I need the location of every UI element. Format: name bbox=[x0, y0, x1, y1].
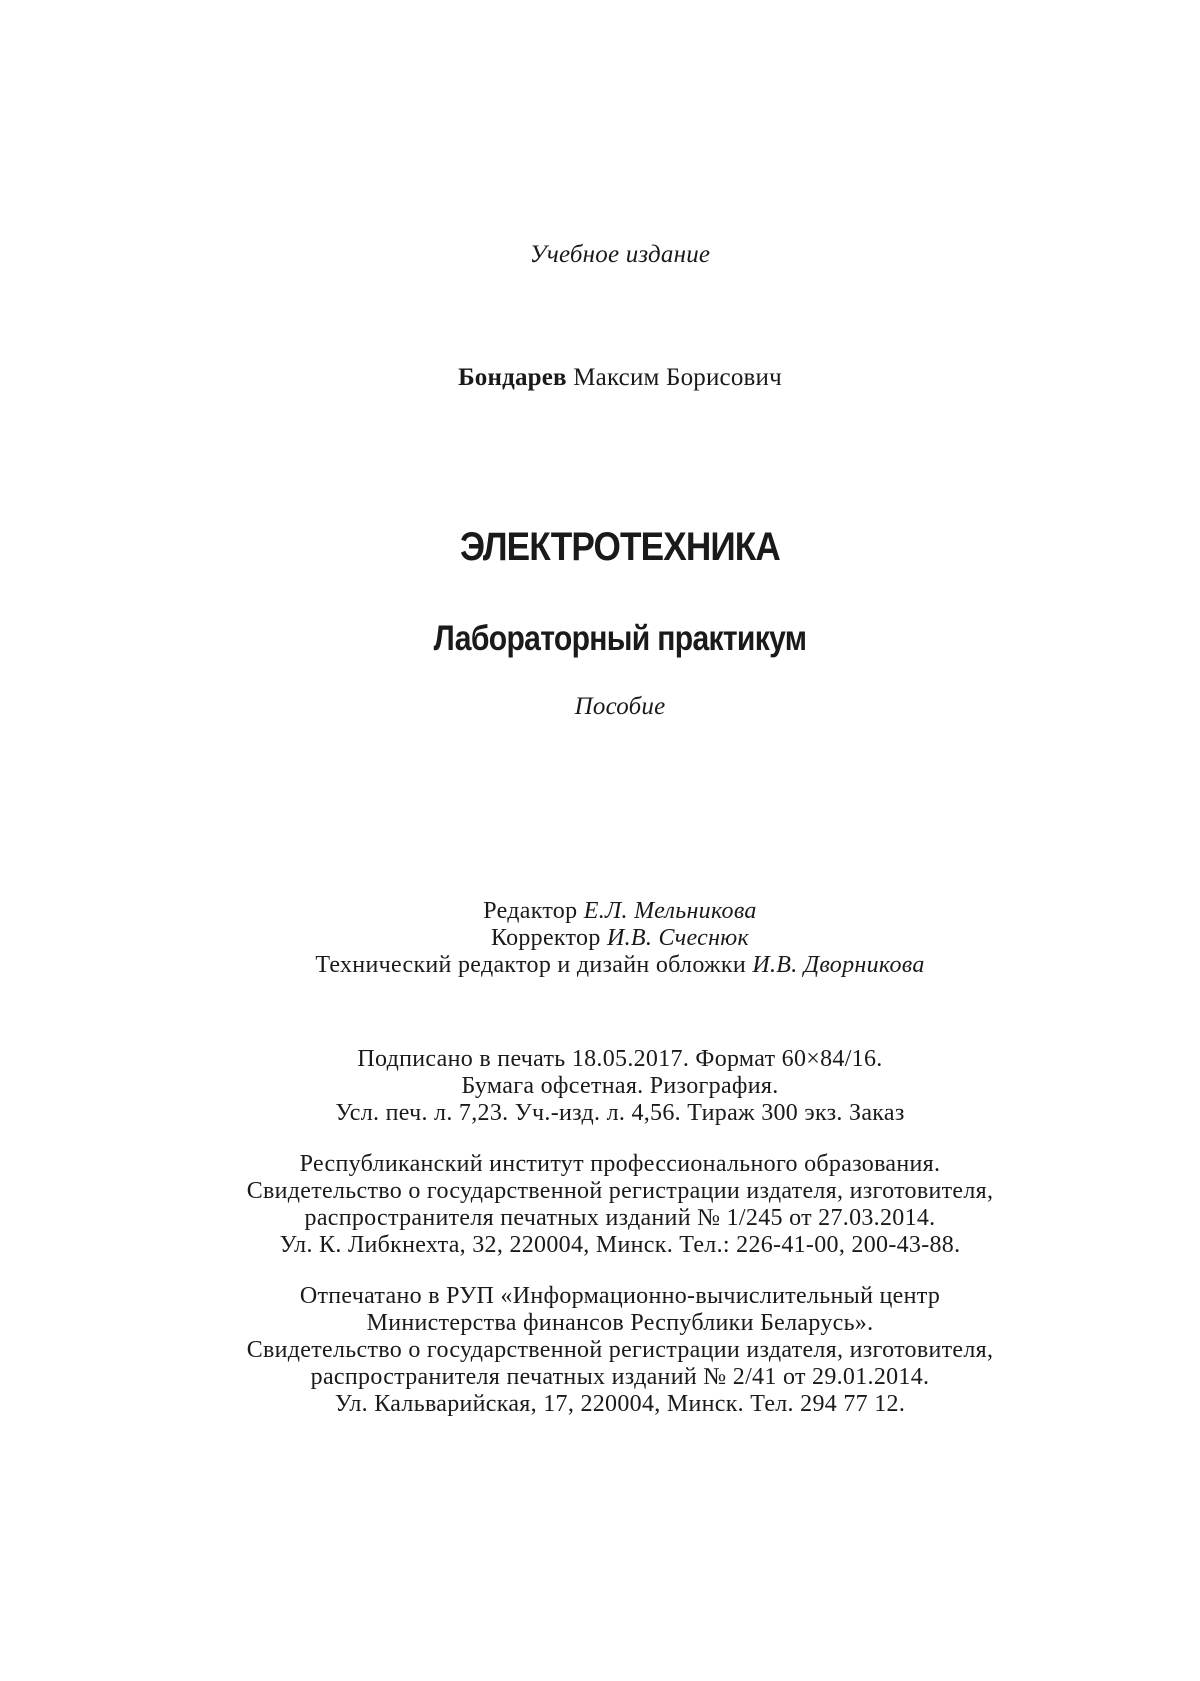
staff-editor bbox=[0, 897, 1200, 925]
printer-line: Свидетельство о государственной регистрации издателя, изготовителя, bbox=[246, 1337, 994, 1363]
staff-corrector bbox=[0, 924, 1200, 952]
printer-line: Ул. Кальварийская, 17, 220004, Минск. Тел. 294 77 12. bbox=[334, 1391, 906, 1417]
book-genre: Пособие bbox=[574, 693, 666, 720]
author-given-names: Максим Борисович bbox=[573, 364, 782, 391]
edition-type: Учебное издание bbox=[529, 241, 711, 268]
printer-line: Министерства финансов Республики Беларусь». bbox=[366, 1310, 874, 1336]
print-info-line: Подписано в печать 18.05.2017. Формат 60×84/16. bbox=[357, 1046, 883, 1072]
publisher-line: Ул. К. Либкнехта, 32, 220004, Минск. Тел.: 226-41-00, 200-43-88. bbox=[279, 1232, 961, 1258]
staff-name: И.В. Счеснюк bbox=[606, 925, 750, 951]
staff-role: Корректор bbox=[490, 925, 601, 951]
staff-name: Е.Л. Мельникова bbox=[583, 898, 757, 924]
staff-name: И.В. Дворникова bbox=[752, 952, 925, 978]
staff-role: Редактор bbox=[483, 898, 578, 924]
author-line bbox=[0, 363, 1200, 393]
publisher-line: Свидетельство о государственной регистрации издателя, изготовителя, bbox=[246, 1178, 994, 1204]
printer-line: распространителя печатных изданий № 2/41 от 29.01.2014. bbox=[310, 1364, 930, 1390]
publisher-line: распространителя печатных изданий № 1/245 от 27.03.2014. bbox=[304, 1205, 936, 1231]
author-surname: Бондарев bbox=[458, 364, 567, 391]
book-title: ЭЛЕКТРОТЕХНИКА bbox=[460, 525, 780, 569]
printer-line: Отпечатано в РУП «Информационно-вычислительный центр bbox=[299, 1283, 941, 1309]
book-subtitle: Лабораторный практикум bbox=[433, 619, 807, 658]
staff-tech-editor bbox=[0, 951, 1200, 979]
print-info-line: Бумага офсетная. Ризография. bbox=[461, 1073, 779, 1099]
staff-role: Технический редактор и дизайн обложки bbox=[315, 952, 747, 978]
print-info-line: Усл. печ. л. 7,23. Уч.-изд. л. 4,56. Тираж 300 экз. Заказ bbox=[335, 1100, 905, 1126]
publisher-line: Республиканский институт профессионального образования. bbox=[299, 1151, 941, 1177]
